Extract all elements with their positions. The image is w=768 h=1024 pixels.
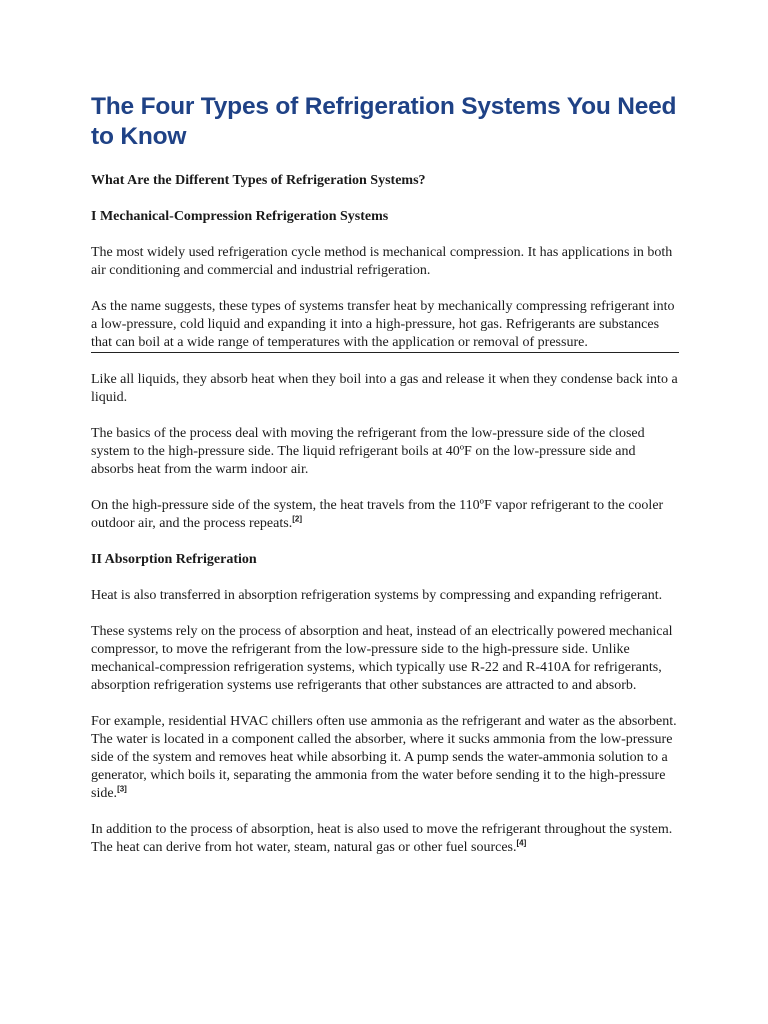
document-body <box>91 92 679 857</box>
paragraph: Heat is also transferred in absorption refrigeration systems by compressing and expanding refrigerant. <box>91 588 663 603</box>
paragraph-text: In addition to the process of absorption, heat is also used to move the refrigerant throughout the system. The heat can derive from hot water, steam, natural gas or other fuel sources. <box>91 822 673 855</box>
footnote-ref[interactable]: [2] <box>292 514 302 524</box>
section-heading-mechanical: I Mechanical-Compression Refrigeration Systems <box>91 209 389 224</box>
footnote-ref[interactable]: [3] <box>117 784 127 794</box>
page-title: The Four Types of Refrigeration Systems You Need to Know <box>91 93 677 150</box>
paragraph: As the name suggests, these types of systems transfer heat by mechanically compressing refrigerant into a low-pressure, cold liquid and expanding it into a high-pressure, hot gas. Refrigerants are substances that can boil at a wide range of temperatures with the application or removal of pressure. <box>91 299 675 350</box>
paragraph <box>91 821 679 857</box>
paragraph: The most widely used refrigeration cycle method is mechanical compression. It has applications in both air conditioning and commercial and industrial refrigeration. <box>91 245 673 278</box>
question-heading: What Are the Different Types of Refrigeration Systems? <box>91 173 426 188</box>
paragraph: These systems rely on the process of absorption and heat, instead of an electrically powered mechanical compressor, to move the refrigerant from the low-pressure side to the high-pressure side. Unlike mechanical-compression refrigeration systems, which typically use R-22 and R-410A for refrigerants, absorption refrigeration systems use refrigerants that other substances are attracted to and absorb. <box>91 624 673 693</box>
footnote-ref[interactable]: [4] <box>516 838 527 848</box>
paragraph <box>91 713 679 803</box>
section-heading-absorption: II Absorption Refrigeration <box>91 552 257 567</box>
paragraph: Like all liquids, they absorb heat when they boil into a gas and release it when they condense back into a liquid. <box>91 372 678 405</box>
paragraph-text: On the high-pressure side of the system, the heat travels from the 110ºF vapor refrigerant to the cooler outdoor air, and the process repeats. <box>91 498 664 531</box>
paragraph <box>91 497 679 533</box>
paragraph-text: For example, residential HVAC chillers often use ammonia as the refrigerant and water as the absorbent. The water is located in a component called the absorber, where it sucks ammonia from the low-pressure side of the system and removes heat while absorbing it. A pump sends the water-ammonia solution to a generator, which boils it, separating the ammonia from the water before sending it to the high-pressure side. <box>91 714 677 801</box>
paragraph: The basics of the process deal with moving the refrigerant from the low-pressure side of the closed system to the high-pressure side. The liquid refrigerant boils at 40ºF on the low-pressure side and absorbs heat from the warm indoor air. <box>91 426 645 477</box>
